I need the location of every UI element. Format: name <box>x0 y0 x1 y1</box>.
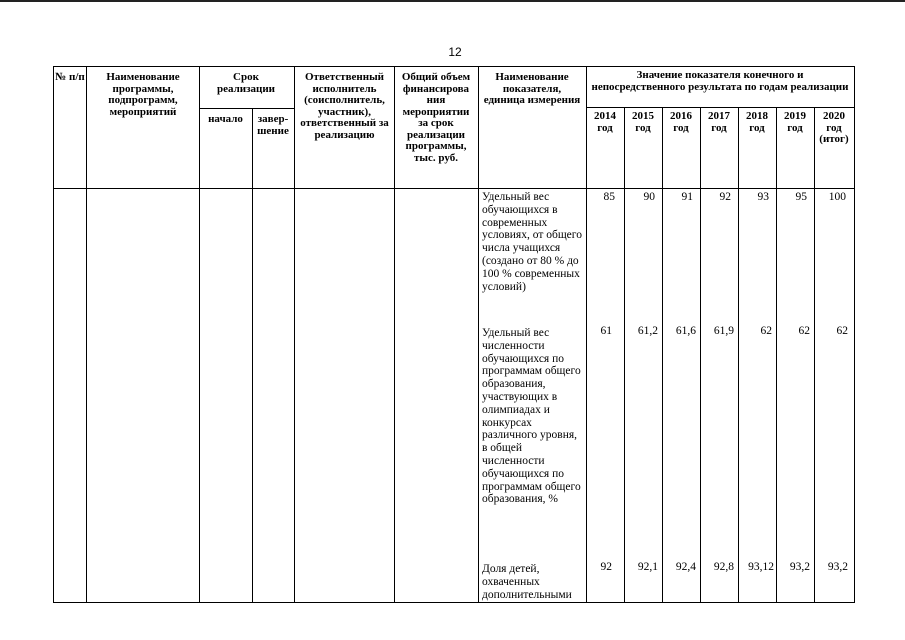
value-2014: 61 <box>600 325 612 337</box>
header-year-2015: 2015 год <box>632 110 654 134</box>
value-2018: 93,12 <box>748 561 774 573</box>
value-2020: 62 <box>836 325 848 337</box>
value-2014: 85 <box>603 191 615 203</box>
value-2016: 92,4 <box>675 561 696 573</box>
value-2015: 61,2 <box>637 325 658 337</box>
scan-top-edge <box>0 0 905 2</box>
header-indicator: Наименование показателя, единица измерения <box>483 71 581 106</box>
value-2016: 61,6 <box>675 325 696 337</box>
header-year-2014: 2014 год <box>594 110 616 134</box>
header-responsible: Ответственный исполнитель (соисполнитель, участник), ответственный за реализацию <box>300 71 389 141</box>
value-2017: 92 <box>719 191 731 203</box>
value-2015: 92,1 <box>637 561 658 573</box>
value-2017: 61,9 <box>713 325 734 337</box>
value-2020: 93,2 <box>827 561 848 573</box>
indicator-modern-conditions: Удельный вес обучающихся в современных условиях, от общего числа учащихся (создано от 80 % до 100 % современных условий) <box>482 191 582 293</box>
header-term-end: завер-шение <box>257 113 289 137</box>
header-year-2016: 2016 год <box>670 110 692 134</box>
header-year-2020: 2020 год (итог) <box>819 110 849 145</box>
value-2019: 93,2 <box>789 561 810 573</box>
value-2019: 95 <box>795 191 807 203</box>
header-values-title: Значение показателя конечного и непосредственного результата по годам реализации <box>591 69 849 93</box>
value-2018: 62 <box>760 325 772 337</box>
page-number: 12 <box>448 45 462 59</box>
value-2015: 90 <box>643 191 655 203</box>
header-program-name: Наименование программы, подпрограмм, мероприятий <box>106 71 180 118</box>
value-2019: 62 <box>798 325 810 337</box>
indicator-additional-education: Доля детей, охваченных дополнительными <box>482 563 572 601</box>
header-year-2017: 2017 год <box>708 110 730 134</box>
header-year-2018: 2018 год <box>746 110 768 134</box>
value-2016: 91 <box>681 191 693 203</box>
header-term: Срок реализации <box>216 71 276 95</box>
header-term-start: начало <box>208 113 243 125</box>
value-2017: 92,8 <box>713 561 734 573</box>
value-2020: 100 <box>828 191 846 203</box>
value-2014: 92 <box>600 561 612 573</box>
header-year-2019: 2019 год <box>784 110 806 134</box>
header-financing: Общий объем финансирова ния мероприятии за срок реализации программы, тыс. руб. <box>401 71 471 164</box>
value-2018: 93 <box>757 191 769 203</box>
header-num: № п/п <box>55 71 85 83</box>
indicator-olympiad-participation: Удельный вес численности обучающихся по программам общего образования, участвующих в олимпиадах и конкурсах различного уровня, в общей численности обучающихся по программам общего образования, % <box>482 327 581 506</box>
